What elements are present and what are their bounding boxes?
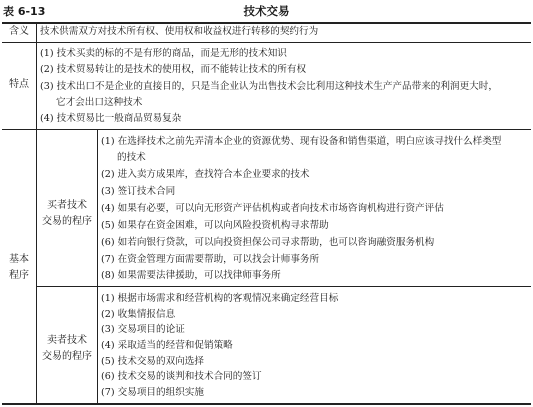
list-item: (7) 在资金管理方面需要帮助，可以找会计师事务所	[101, 254, 320, 265]
buyer-bottom-rule	[36, 286, 531, 287]
list-item: (7) 交易项目的组织实施	[101, 387, 204, 398]
list-item: (3) 技术出口不是企业的直接目的，只是当企业认为出售技术会比利用这种技术生产产品带来的利润更大时，	[40, 81, 498, 92]
list-item: (1) 在选择技术之前先弄清本企业的资源优势、现有设备和销售渠道，明白应该寻找什么样类型	[101, 136, 502, 147]
list-item: (4) 采取适当的经营和促销策略	[101, 340, 233, 351]
list-item: (4) 技术贸易比一般商品贸易复杂	[40, 113, 182, 124]
bottom-rule	[2, 403, 531, 405]
list-item: (2) 进入卖方成果库，查找符合本企业要求的技术	[101, 169, 310, 180]
seller-label-line2: 交易的程序	[42, 351, 92, 362]
list-item: (1) 技术买卖的标的不是有形的商品，而是无形的技术知识	[40, 48, 287, 59]
list-item: (5) 技术交易的双向选择	[101, 356, 204, 367]
list-item: (6) 如若向银行贷款，可以向投资担保公司寻求帮助，也可以咨询融资服务机构	[101, 237, 435, 248]
buyer-label-line1: 买者技术	[47, 200, 87, 211]
list-item: (2) 收集情报信息	[101, 309, 176, 320]
top-rule	[2, 22, 531, 24]
procedure-label-line1: 基本	[9, 254, 29, 265]
procedure-label-line2: 程序	[9, 270, 29, 281]
features-label: 特点	[9, 79, 29, 90]
definition-bottom-rule	[2, 42, 531, 43]
list-item: (3) 交易项目的论证	[101, 324, 185, 335]
sublabel-column-rule	[97, 129, 98, 404]
list-item: (1) 根据市场需求和经营机构的客观情况来确定经营目标	[101, 293, 339, 304]
buyer-label-line2: 交易的程序	[42, 216, 92, 227]
list-item: (6) 技术交易的谈判和技术合同的签订	[101, 371, 262, 382]
list-item: 它才会出口这种技术	[56, 97, 143, 108]
table-title: 技术交易	[243, 4, 290, 18]
definition-label: 含义	[9, 26, 29, 37]
list-item: (8) 如果需要法律援助，可以找律师事务所	[101, 270, 281, 281]
definition-text: 技术供需双方对技术所有权、使用权和收益权进行转移的契约行为	[40, 26, 319, 37]
features-bottom-rule	[2, 129, 531, 130]
table-number: 表 6-13	[3, 5, 46, 18]
list-item: 的技术	[117, 152, 146, 163]
list-item: (4) 如果有必要，可以向无形资产评估机构或者向技术市场咨询机构进行资产评估	[101, 203, 444, 214]
list-item: (2) 技术贸易转让的是技术的使用权，而不能转让技术的所有权	[40, 64, 307, 75]
table-header	[0, 3, 533, 21]
list-item: (5) 如果存在资金困难，可以向风险投资机构寻求帮助	[101, 220, 329, 231]
list-item: (3) 签订技术合同	[101, 186, 176, 197]
seller-label-line1: 卖者技术	[47, 335, 87, 346]
